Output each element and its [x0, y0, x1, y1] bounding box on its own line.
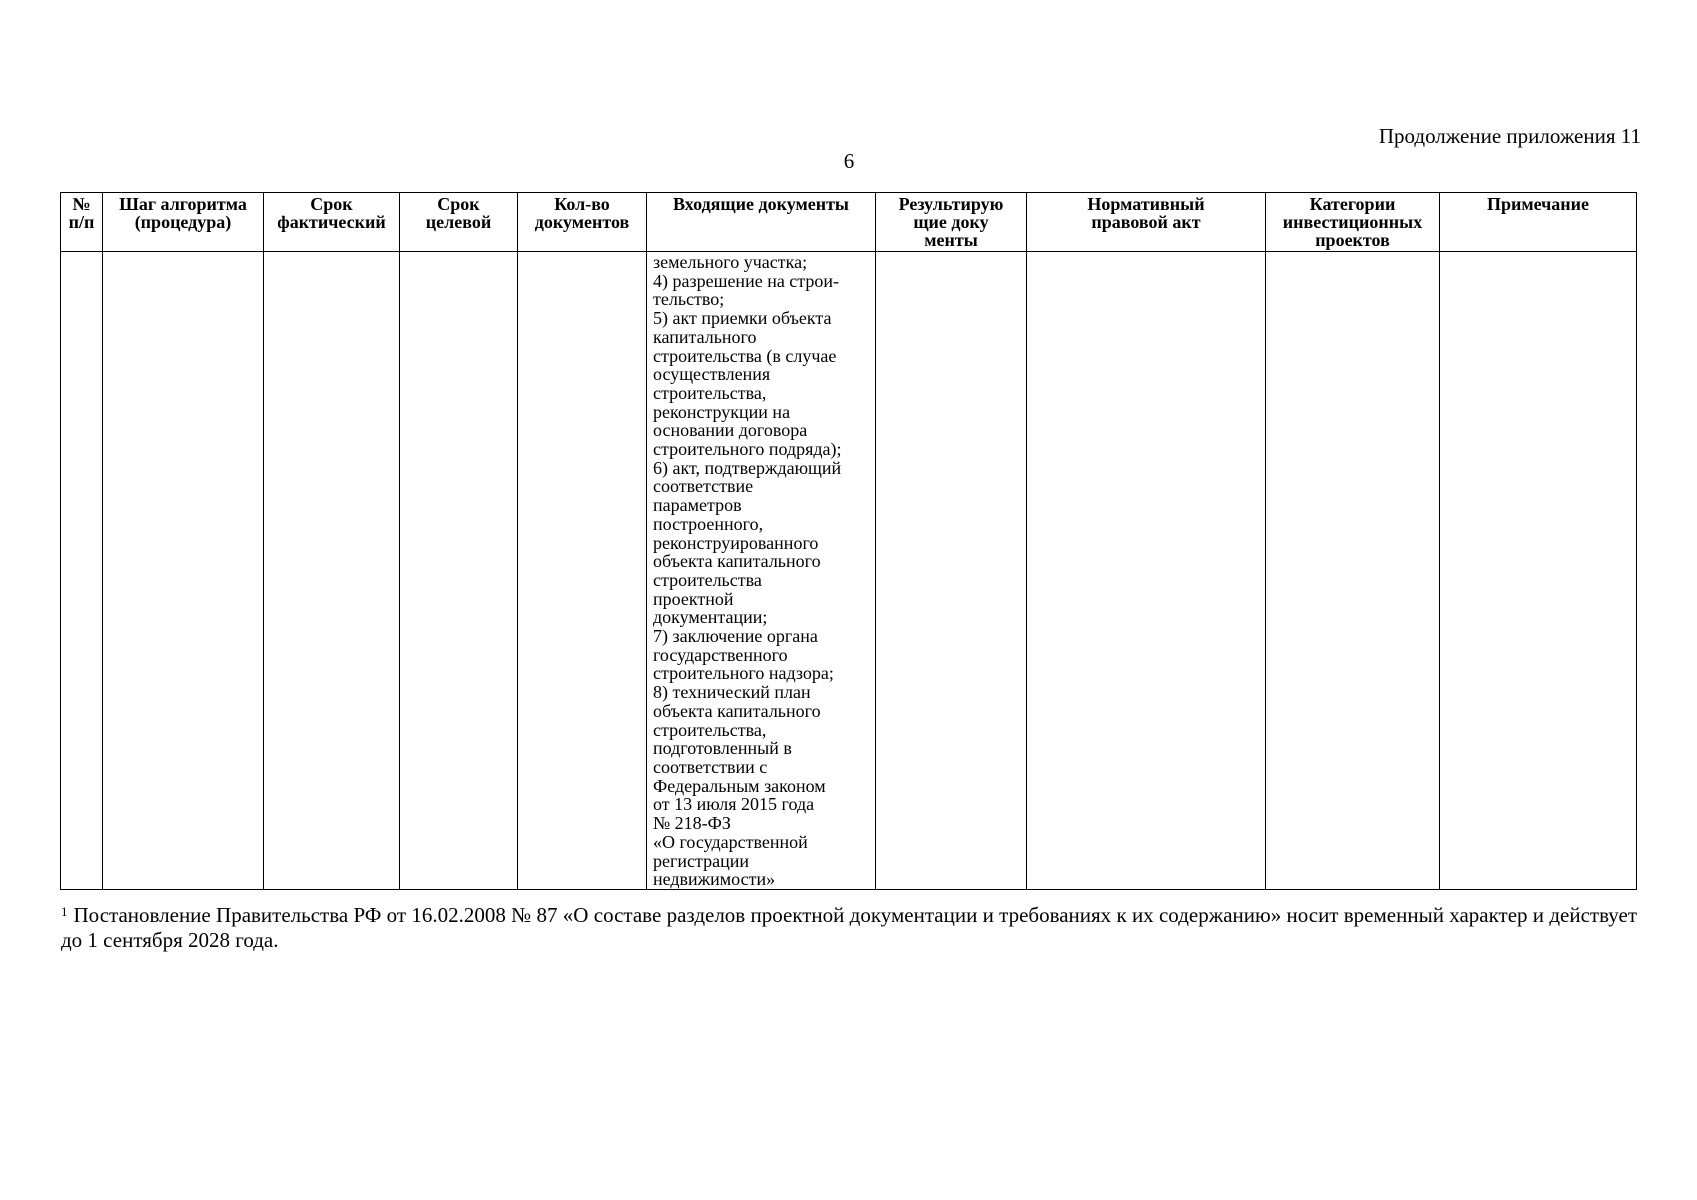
footnote [61, 903, 1637, 953]
cell-number [61, 252, 103, 890]
cell-doc-count [518, 252, 647, 890]
procedure-table [60, 192, 1637, 890]
cell-incoming-docs: земельного участка; 4) разрешение на строи- тельство; 5) акт приемки объекта капитального строительства (в случае осуществления строительства, реконструкции на основании договора строительного подряда); 6) акт, подтверждающий соответствие параметров построенного, реконструированного объекта капитального строительства проектной документации; 7) заключение органа государственного строительного надзора; 8) технический план объекта капитального строительства, подготовленный в соответствии с Федеральным законом от 13 июля 2015 года № 218-ФЗ «О государственной регистрации недвижимости» [647, 252, 876, 890]
table-row [61, 252, 1637, 890]
column-header-step [103, 193, 264, 252]
column-header-number [61, 193, 103, 252]
continuation-label: Продолжение приложения 11 [1378, 124, 1641, 148]
column-header-legal-act [1027, 193, 1266, 252]
column-header-label: Кол-во документов [534, 194, 630, 232]
column-header-label: Шаг алгоритма (процедура) [119, 194, 247, 232]
column-header-label: Нормативный правовой акт [1087, 194, 1205, 232]
column-header-term-actual [264, 193, 400, 252]
cell-categories [1266, 252, 1440, 890]
column-header-term-target [400, 193, 518, 252]
cell-term-actual [264, 252, 400, 890]
column-header-label: № п/п [68, 194, 95, 232]
cell-result-docs [876, 252, 1027, 890]
column-header-doc-count [518, 193, 647, 252]
footnote-text: Постановление Правительства РФ от 16.02.2008 № 87 «О составе разделов проектной документации и требованиях к их содержанию» носит временный характер и действует до 1 сентября 2028 года. [61, 903, 1637, 952]
cell-step [103, 252, 264, 890]
table-header-row [61, 193, 1637, 252]
column-header-categories [1266, 193, 1440, 252]
cell-note [1440, 252, 1637, 890]
page-number: 6 [843, 149, 855, 173]
column-header-label: Срок фактический [277, 194, 386, 232]
column-header-label: Категории инвестиционных проектов [1282, 194, 1423, 250]
column-header-label: Входящие документы [673, 194, 849, 214]
column-header-note [1440, 193, 1637, 252]
column-header-label: Срок целевой [425, 194, 492, 232]
column-header-label: Результирую щие доку менты [898, 194, 1004, 250]
column-header-incoming-docs [647, 193, 876, 252]
column-header-label: Примечание [1486, 194, 1590, 214]
footnote-marker: 1 [61, 904, 68, 919]
column-header-result-docs [876, 193, 1027, 252]
cell-term-target [400, 252, 518, 890]
cell-legal-act [1027, 252, 1266, 890]
